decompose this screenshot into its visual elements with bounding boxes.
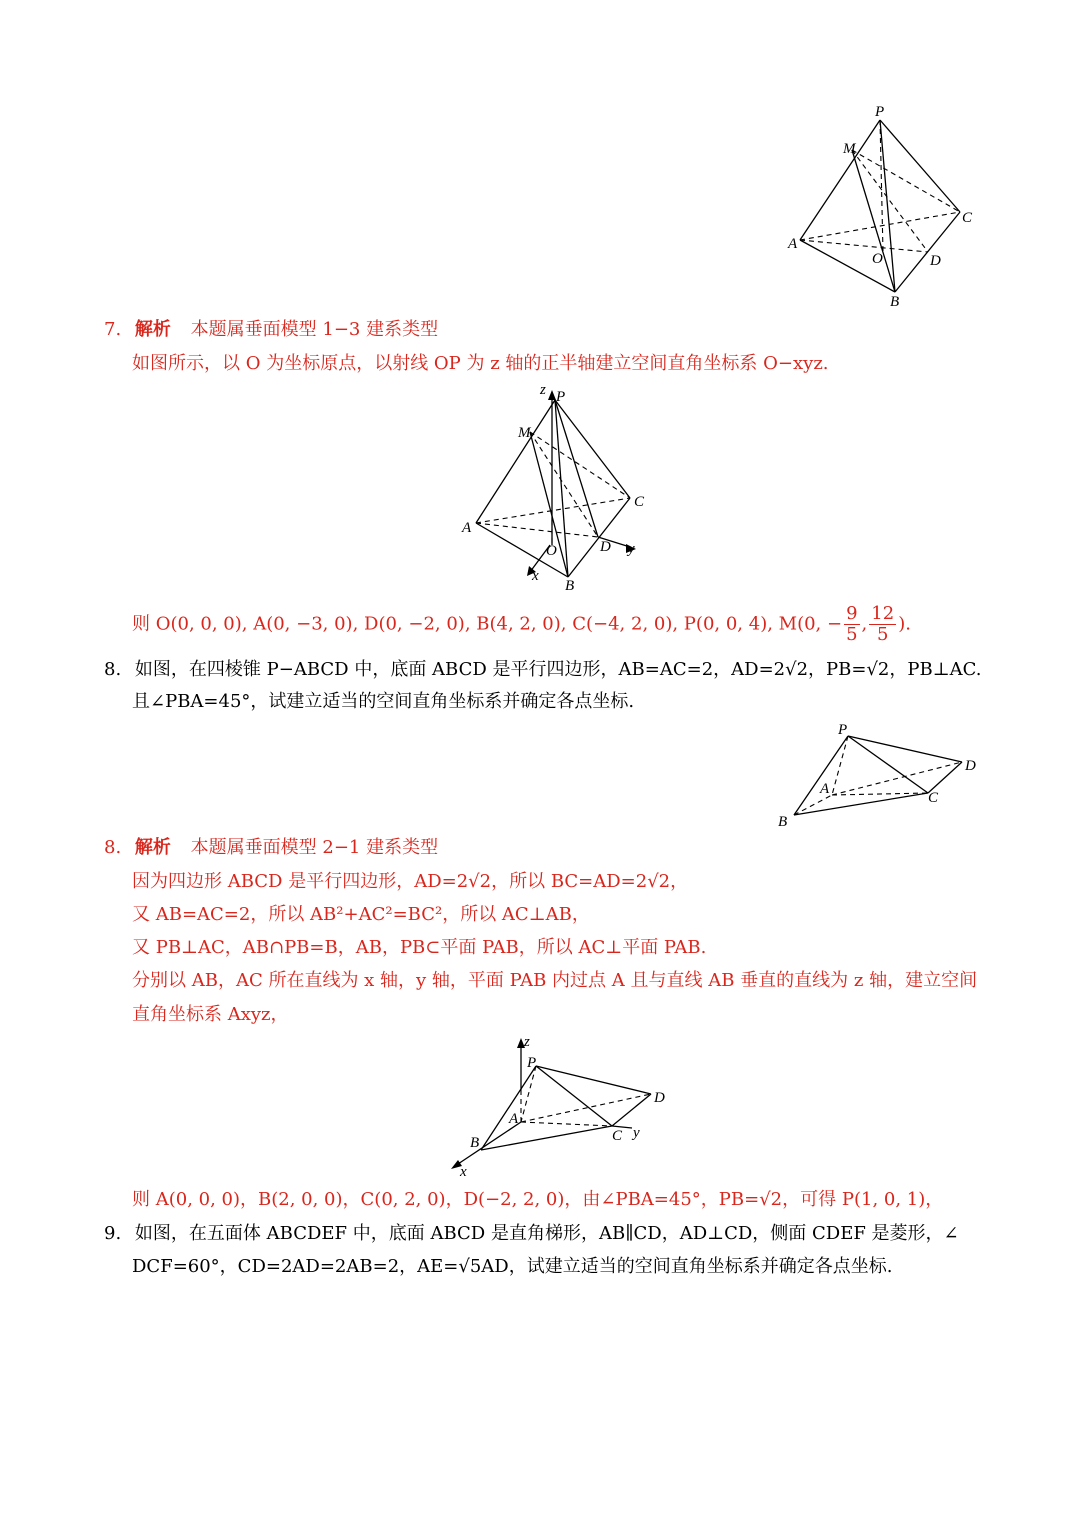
prob9-line1: 如图，在五面体 ABCDEF 中，底面 ABCD 是直角梯形，AB∥CD，AD⊥CD，侧面 CDEF 是菱形，∠	[134, 1223, 959, 1244]
fig8b-label-A: A	[509, 1111, 519, 1127]
sol8-line6: 则 A(0, 0, 0)，B(2, 0, 0)，C(0, 2, 0)，D(−2, 2, 0)，由∠PBA=45°，PB=√2，可得 P(1, 0, 1)，	[132, 1189, 944, 1210]
frac-sep: ,	[861, 613, 868, 635]
fig8-label-A: A	[820, 781, 830, 797]
fig7-label-A: A	[788, 236, 798, 252]
prob9-line2: DCF=60°，CD=2AD=2AB=2，AE=√5AD，试建立适当的空间直角坐标系并确定各点坐标.	[132, 1256, 893, 1277]
sol8-label: 解析	[134, 837, 171, 858]
prob8-line2: 且∠PBA=45°，试建立适当的空间直角坐标系并确定各点坐标.	[132, 691, 635, 712]
sol8-line2: 又 AB=AC=2，所以 AB²+AC²=BC²，所以 AC⊥AB，	[132, 904, 590, 925]
frac2-num: 12	[871, 603, 895, 624]
fig7b-label-y: y	[628, 541, 635, 557]
fig8b-label-z: z	[524, 1034, 530, 1050]
fig7b-label-A: A	[462, 520, 472, 536]
fig7b-label-z: z	[540, 382, 546, 398]
sol8-number: 8.	[104, 837, 122, 858]
fig8b-label-C: C	[612, 1128, 623, 1144]
sol7-coords-prefix: 则 O(0, 0, 0), A(0, −3, 0), D(0, −2, 0), B(4, 2, 0), C(−4, 2, 0), P(0, 0, 4), M(0, −	[132, 613, 843, 635]
fig7-label-P: P	[875, 104, 885, 120]
fig7b-label-B: B	[565, 578, 575, 594]
fig7b-label-M: M	[518, 425, 531, 441]
fig7b-label-D: D	[600, 539, 611, 555]
sol8-line1: 因为四边形 ABCD 是平行四边形，AD=2√2，所以 BC=AD=2√2，	[132, 871, 689, 892]
frac1-num: 9	[846, 603, 858, 624]
fig7-label-C: C	[962, 210, 973, 226]
sol7-number: 7.	[104, 319, 122, 340]
prob8-line1: 如图，在四棱锥 P−ABCD 中，底面 ABCD 是平行四边形，AB=AC=2，AD=2√2，PB=√2，PB⊥AC.	[134, 659, 982, 680]
fig8b-label-B: B	[470, 1135, 480, 1151]
fig7b-label-O: O	[546, 543, 557, 559]
fig7-label-D: D	[930, 253, 941, 269]
fig8b-label-D: D	[654, 1090, 665, 1106]
fig7b-label-C: C	[634, 494, 645, 510]
sol8-heading: 本题属垂面模型 2−1 建系类型	[190, 837, 439, 858]
fig8-label-C: C	[928, 790, 939, 806]
sol8-line3: 又 PB⊥AC，AB∩PB=B，AB，PB⊂平面 PAB，所以 AC⊥平面 PAB.	[132, 937, 707, 958]
sol8-line5: 直角坐标系 Axyz，	[132, 1004, 289, 1025]
sol7-label: 解析	[134, 319, 171, 340]
fig8-label-P: P	[838, 722, 848, 738]
fig7-label-O: O	[872, 251, 883, 267]
sol7-line1: 如图所示，以 O 为坐标原点，以射线 OP 为 z 轴的正半轴建立空间直角坐标系 O−xyz.	[132, 353, 829, 374]
fig8-label-D: D	[965, 758, 976, 774]
fig8b-label-P: P	[527, 1055, 537, 1071]
fig7-label-B: B	[890, 294, 900, 310]
fig8-label-B: B	[778, 814, 788, 830]
sol7-coords-suffix: ).	[898, 613, 911, 635]
prob9-number: 9.	[104, 1223, 122, 1244]
prob9-line1-row	[104, 1222, 959, 1246]
fig7-label-M: M	[843, 141, 856, 157]
fig7b-label-x: x	[532, 568, 539, 584]
sol7-heading: 本题属垂面模型 1−3 建系类型	[190, 319, 439, 340]
fig7b-label-P: P	[556, 389, 566, 405]
fig8b-label-y: y	[633, 1125, 640, 1141]
prob8-number: 8.	[104, 659, 122, 680]
sol8-line4: 分别以 AB，AC 所在直线为 x 轴，y 轴，平面 PAB 内过点 A 且与直线 AB 垂直的直线为 z 轴，建立空间	[132, 970, 978, 991]
frac2-den: 5	[877, 624, 889, 645]
frac1-den: 5	[846, 624, 858, 645]
fig8b-label-x: x	[460, 1164, 467, 1180]
